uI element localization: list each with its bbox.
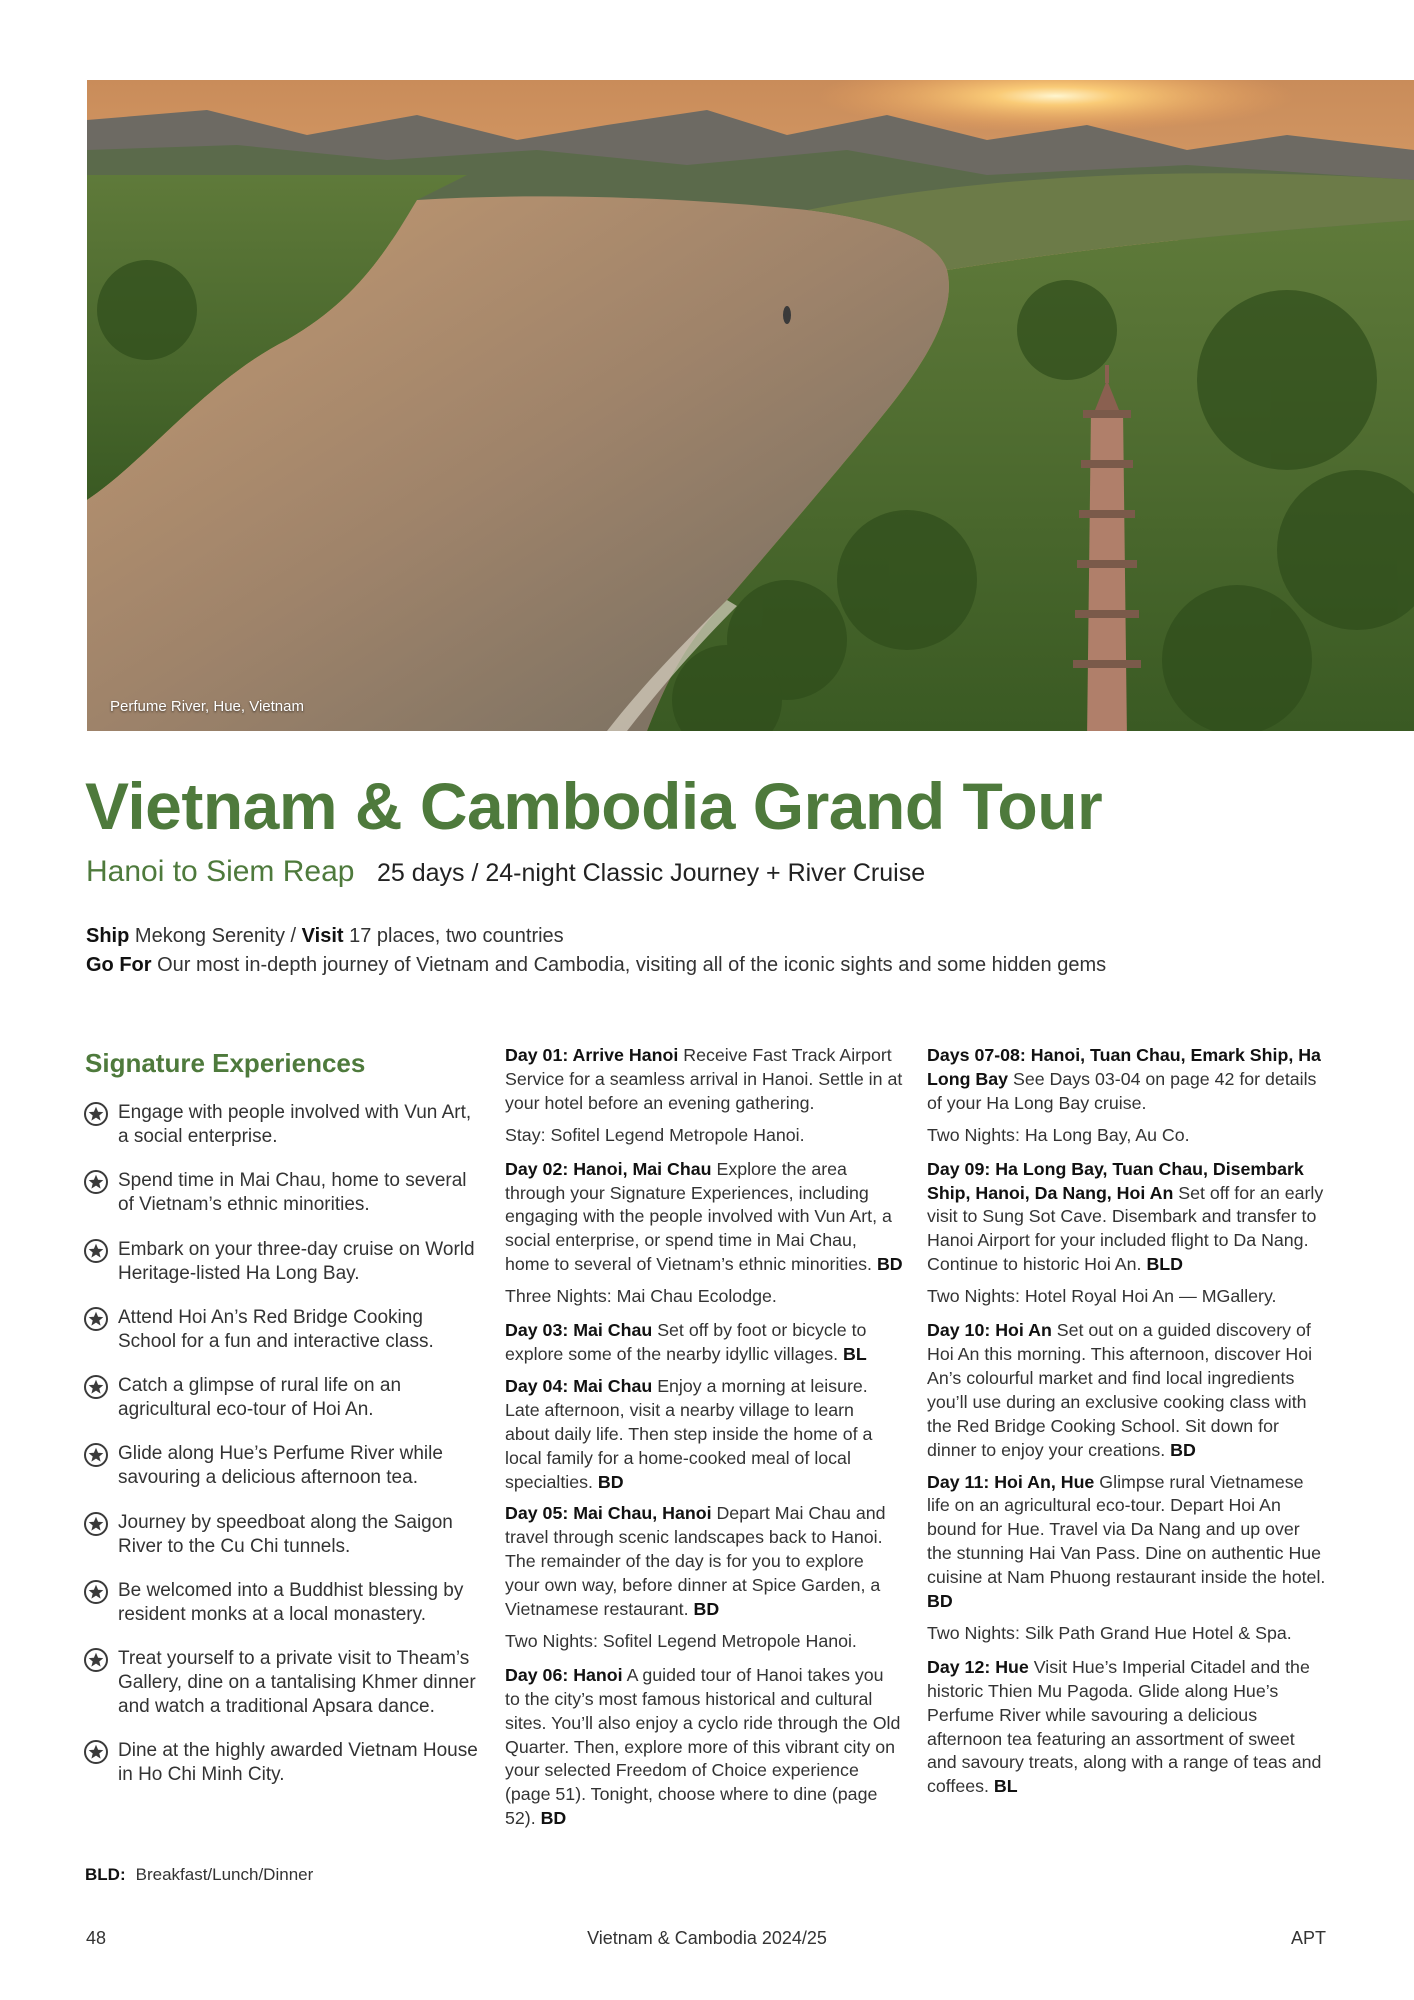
visit-value: 17 places, two countries (349, 925, 564, 947)
star-icon (84, 1307, 108, 1331)
day-06: Day 06: Hanoi A guided tour of Hanoi takes you to the city’s most famous historical and cultural sites. You’ll also enjoy a cyclo ride through the Old Quarter. Then, explore more of this vibrant city on your selected Freedom of Choice experience (page 51). Tonight, choose where to dine (page 52). BD (505, 1664, 901, 1829)
day-04: Day 04: Mai Chau Enjoy a morning at leisure. Late afternoon, visit a nearby village to learn about daily life. Then step inside the home of a local family for a home-cooked meal of local specialties. BD (505, 1375, 873, 1492)
day-11: Day 11: Hoi An, Hue Glimpse rural Vietnamese life on an agricultural eco-tour. Depart Hoi An bound for Hue. Travel via Da Nang and up over the stunning Hai Van Pass. Dine on authentic Hue cuisine at Nam Phuong restaurant inside the hotel. BD (927, 1471, 1326, 1612)
ship-value: Mekong Serenity / (134, 925, 297, 947)
days-07-08: Days 07-08: Hanoi, Tuan Chau, Emark Ship, Ha Long Bay See Days 03-04 on page 42 for details of your Ha Long Bay cruise. (927, 1045, 1321, 1113)
stay-11: Two Nights: Silk Path Grand Hue Hotel & Spa. (927, 1622, 1292, 1643)
visit-label: Visit (301, 925, 344, 947)
day-05: Day 05: Mai Chau, Hanoi Depart Mai Chau and travel through scenic landscapes back to Hanoi. The remainder of the day is for you to explore your own way, before dinner at Spice Garden, a Vietnamese restaurant. BD (505, 1503, 886, 1620)
photo-caption: Perfume River, Hue, Vietnam (110, 698, 304, 715)
list-item: Treat yourself to a private visit to Theam’s Gallery, dine on a tantalising Khmer dinner and watch a traditional Apsara dance. (84, 1647, 484, 1739)
day-01: Day 01: Arrive Hanoi Receive Fast Track Airport Service for a seamless arrival in Hanoi. Settle in at your hotel before an evening gathering. (505, 1045, 903, 1113)
star-icon (84, 1170, 108, 1194)
page-number: 48 (86, 1928, 107, 1948)
star-icon (84, 1443, 108, 1467)
legend-text: Breakfast/Lunch/Dinner (135, 1865, 314, 1884)
day-09: Day 09: Ha Long Bay, Tuan Chau, Disembark Ship, Hanoi, Da Nang, Hoi An Set off for an early visit to Sung Sot Cave. Disembark and transfer to Hanoi Airport for your included flight to Da Nang. Continue to historic Hoi An. BLD (927, 1158, 1324, 1275)
hero-photo (87, 80, 1414, 731)
list-item: Glide along Hue’s Perfume River while savouring a delicious afternoon tea. (84, 1442, 484, 1510)
day-02: Day 02: Hanoi, Mai Chau Explore the area through your Signature Experiences, including engaging with the people involved with Vun Art, a social enterprise, or spend time in Mai Chau, home to several of Vietnam’s ethnic minorities. BD (505, 1158, 903, 1275)
stay-07-08: Two Nights: Ha Long Bay, Au Co. (927, 1124, 1190, 1145)
day-10: Day 10: Hoi An Set out on a guided discovery of Hoi An this morning. This afternoon, discover Hoi An’s colourful market and find local ingredients you’ll use during an exclusive cooking class with the Red Bridge Cooking School. Sit down for dinner to enjoy your creations. BD (927, 1320, 1313, 1460)
gofor-label: Go For (86, 954, 152, 976)
stay-05: Two Nights: Sofitel Legend Metropole Hanoi. (505, 1630, 857, 1651)
brand-name: APT (1290, 1928, 1326, 1948)
go-for-line (86, 954, 1106, 977)
star-icon (84, 1239, 108, 1263)
itinerary-column-2 (927, 1044, 1327, 1807)
stay-01: Stay: Sofitel Legend Metropole Hanoi. (505, 1124, 805, 1145)
perfume-river-landscape-image (87, 80, 1414, 731)
list-item: Be welcomed into a Buddhist blessing by resident monks at a local monastery. (84, 1579, 484, 1647)
list-item: Embark on your three-day cruise on World Heritage-listed Ha Long Bay. (84, 1238, 484, 1306)
star-icon (84, 1375, 108, 1399)
subtitle (86, 855, 925, 889)
page-title: Vietnam & Cambodia Grand Tour (85, 769, 1103, 843)
list-item: Dine at the highly awarded Vietnam House in Ho Chi Minh City. (84, 1739, 484, 1807)
meal-legend (85, 1865, 313, 1885)
list-item: Attend Hoi An’s Red Bridge Cooking School for a fun and interactive class. (84, 1306, 484, 1374)
star-icon (84, 1102, 108, 1126)
star-icon (84, 1512, 108, 1536)
route: Hanoi to Siem Reap (86, 855, 355, 888)
day-03: Day 03: Mai Chau Set off by foot or bicycle to explore some of the nearby idyllic villages. BL (505, 1320, 867, 1364)
itinerary-column-1 (505, 1044, 903, 1839)
list-item: Journey by speedboat along the Saigon River to the Cu Chi tunnels. (84, 1511, 484, 1579)
stay-02: Three Nights: Mai Chau Ecolodge. (505, 1286, 777, 1307)
duration: 25 days / 24-night Classic Journey + River Cruise (376, 859, 926, 887)
legend-code: BLD: (85, 1865, 126, 1884)
ship-label: Ship (86, 925, 130, 947)
ship-visit-line (86, 925, 564, 948)
list-item: Engage with people involved with Vun Art, a social enterprise. (84, 1101, 484, 1169)
day-12: Day 12: Hue Visit Hue’s Imperial Citadel and the historic Thien Mu Pagoda. Glide along Hue’s Perfume River while savouring a delicious afternoon tea featuring an assortment of sweet and savoury treats, along with a range of teas and coffees. BL (927, 1656, 1322, 1797)
stay-09: Two Nights: Hotel Royal Hoi An — MGallery. (927, 1286, 1277, 1307)
signature-heading: Signature Experiences (85, 1048, 366, 1078)
list-item: Spend time in Mai Chau, home to several of Vietnam’s ethnic minorities. (84, 1169, 484, 1237)
list-item: Catch a glimpse of rural life on an agricultural eco-tour of Hoi An. (84, 1374, 484, 1442)
publication-title: Vietnam & Cambodia 2024/25 (587, 1928, 827, 1948)
star-icon (84, 1580, 108, 1604)
star-icon (84, 1740, 108, 1764)
signature-list (84, 1101, 484, 1808)
gofor-value: Our most in-depth journey of Vietnam and Cambodia, visiting all of the iconic sights and some hidden gems (157, 954, 1107, 976)
star-icon (84, 1648, 108, 1672)
